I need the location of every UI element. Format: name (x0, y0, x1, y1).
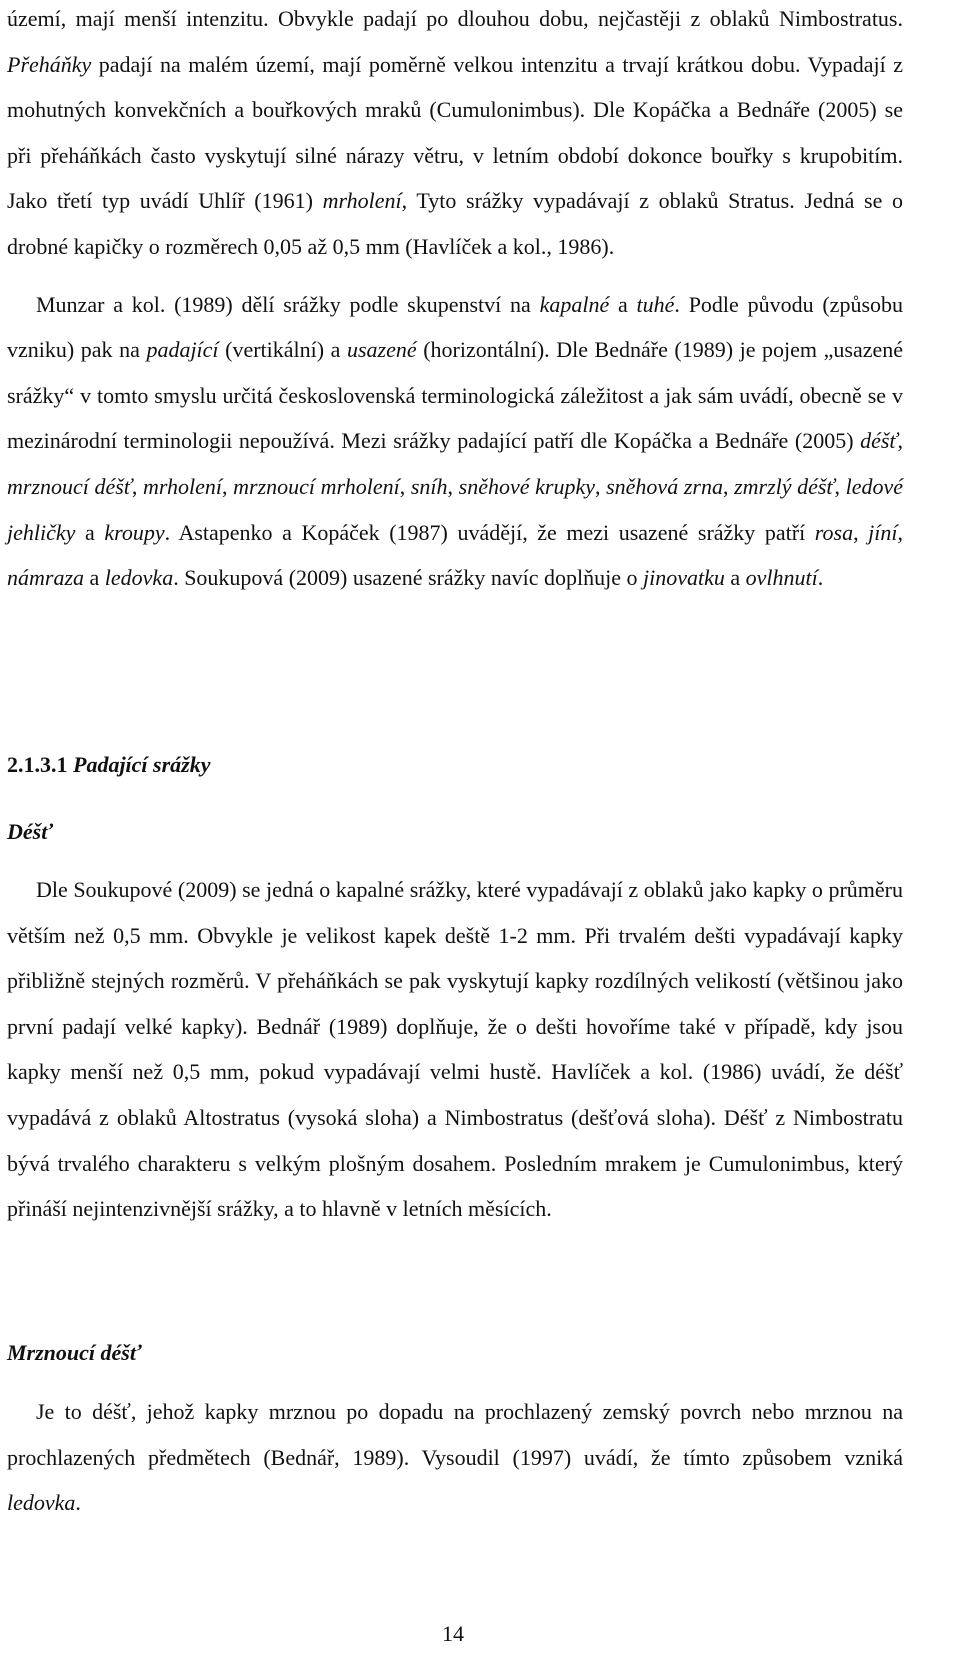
paragraph-classification (7, 282, 903, 601)
document-page (7, 0, 904, 1516)
page-number: 14 (442, 1621, 464, 1646)
text-run: , (131, 473, 143, 499)
text-run: , (853, 519, 869, 545)
text-run: , (447, 473, 459, 499)
text-run: , (897, 519, 904, 545)
text-run: . (75, 1490, 81, 1516)
text-run: Je to déšť, jehož kapky mrznou po dopadu na prochlazený zemský povrch nebo mrznou na prochlazených předmětech (Bednář, 1989). Vysoudil (1997) uvádí, že tímto způsobem vzniká (7, 1399, 903, 1470)
text-run: a (84, 565, 105, 591)
term-emphasis: jíní (868, 519, 898, 545)
text-run: padají na malém území, mají poměrně velkou intenzitu a trvají krátkou dobu. Vypadají z mohutných konvekčních a bouřkových mraků (Cumulonimbus). Dle Kopáčka a Bednáře (2005) se při přeháňkách často vyskytují silné nárazy větru, v letním období dokonce bouřky s krupobitím. Jako třetí typ uvádí Uhlíř (1961) (7, 51, 903, 214)
term-emphasis: ovlhnutí (745, 565, 818, 591)
subheading-dest: Déšť (7, 819, 53, 844)
section-heading (7, 745, 211, 785)
paragraph-precipitation-types (7, 0, 903, 270)
text-run: , (594, 473, 607, 499)
text-run: a (724, 565, 746, 591)
term-emphasis: ledovka (104, 565, 174, 591)
term-emphasis: mrholení (322, 188, 402, 214)
term-emphasis: usazené (346, 337, 417, 363)
text-run: území, mají menší intenzitu. Obvykle padají po dlouhou dobu, nejčastěji z oblaků Nimbostratus. (7, 6, 903, 31)
text-run: Munzar a kol. (1989) dělí srážky podle skupenství na (36, 291, 540, 317)
paragraph-dest: Dle Soukupové (2009) se jedná o kapalné srážky, které vypadávají z oblaků jako kapky o průměru větším než 0,5 mm. Obvykle je velikost kapek deště 1-2 mm. Při trvalém dešti vypadávají kapky přibližně stejných rozměrů. V přeháňkách se pak vyskytují kapky rozdílných velikostí (většinou jako první padají velké kapky). Bednář (1989) doplňuje, že o dešti hovoříme také v případě, kdy jsou kapky menší než 0,5 mm, pokud vypadávají velmi hustě. Havlíček a kol. (1986) uvádí, že déšť vypadává z oblaků Altostratus (vysoká sloha) a Nimbostratus (dešťová sloha). Déšť z Nimbostratu bývá trvalého charakteru s velkým plošným dosahem. Posledním mrakem je Cumulonimbus, který přináší nejintenzivnější srážky, a to hlavně v letních měsících. (7, 877, 903, 1222)
term-emphasis: padající (146, 337, 219, 363)
section-title: Padající srážky (73, 752, 211, 777)
text-run: , (222, 473, 234, 499)
term-emphasis: mrznoucí déšť (7, 473, 132, 499)
text-run: (vertikální) a (218, 337, 347, 363)
text-run: . Astapenko a Kopáček (1987) uvádějí, že mezi usazené srážky patří (164, 519, 815, 545)
text-run: , (399, 473, 411, 499)
term-emphasis: kapalné (539, 291, 610, 317)
section-number: 2.1.3.1 (7, 752, 68, 777)
term-emphasis: ledovka (7, 1490, 76, 1516)
text-run: , (834, 473, 846, 499)
term-emphasis: sněhové krupky (458, 473, 595, 499)
section-dest (7, 867, 903, 1232)
term-emphasis: Přeháňky (7, 51, 92, 77)
term-emphasis: déšť (860, 428, 898, 454)
text-run: , Tyto srážky vypadávají z oblaků Stratus. Jedná se o drobné kapičky o rozměrech 0,05 až 0,5 mm (Havlíček a kol., 1986). (7, 188, 903, 259)
subheading-mrznouci-dest: Mrznoucí déšť (7, 1340, 142, 1365)
term-emphasis: mrholení (142, 473, 223, 499)
term-emphasis: zmrzlý déšť (734, 473, 835, 499)
text-run: (horizontální). Dle Bednáře (1989) je pojem „usazené srážky“ v tomto smyslu určitá československá terminologická záležitost a jak sám uvádí, obecně se v mezinárodní terminologii nepoužívá. Mezi srážky padající patří dle Kopáčka a Bednáře (2005) (7, 337, 903, 454)
term-emphasis: rosa (814, 519, 854, 545)
term-emphasis: mrznoucí mrholení (233, 473, 400, 499)
term-emphasis: ledové jehličky (7, 473, 904, 545)
section-mrznouci-dest (7, 1389, 903, 1526)
text-run: , (897, 428, 903, 454)
text-run: a (75, 519, 105, 545)
term-emphasis: kroupy (104, 519, 165, 545)
term-emphasis: sníh (410, 473, 448, 499)
text-run: . Soukupová (2009) usazené srážky navíc doplňuje o (173, 565, 644, 591)
text-run: . Podle původu (způsobu vzniku) pak na (7, 291, 904, 363)
term-emphasis: sněhová zrna (606, 473, 723, 499)
term-emphasis: tuhé (636, 291, 675, 317)
text-run: . (817, 565, 824, 591)
text-run: a (609, 291, 637, 317)
term-emphasis: námraza (7, 565, 85, 591)
paragraph-mrznouci-dest (7, 1389, 903, 1526)
term-emphasis: jinovatku (643, 565, 725, 591)
text-run: , (722, 473, 735, 499)
